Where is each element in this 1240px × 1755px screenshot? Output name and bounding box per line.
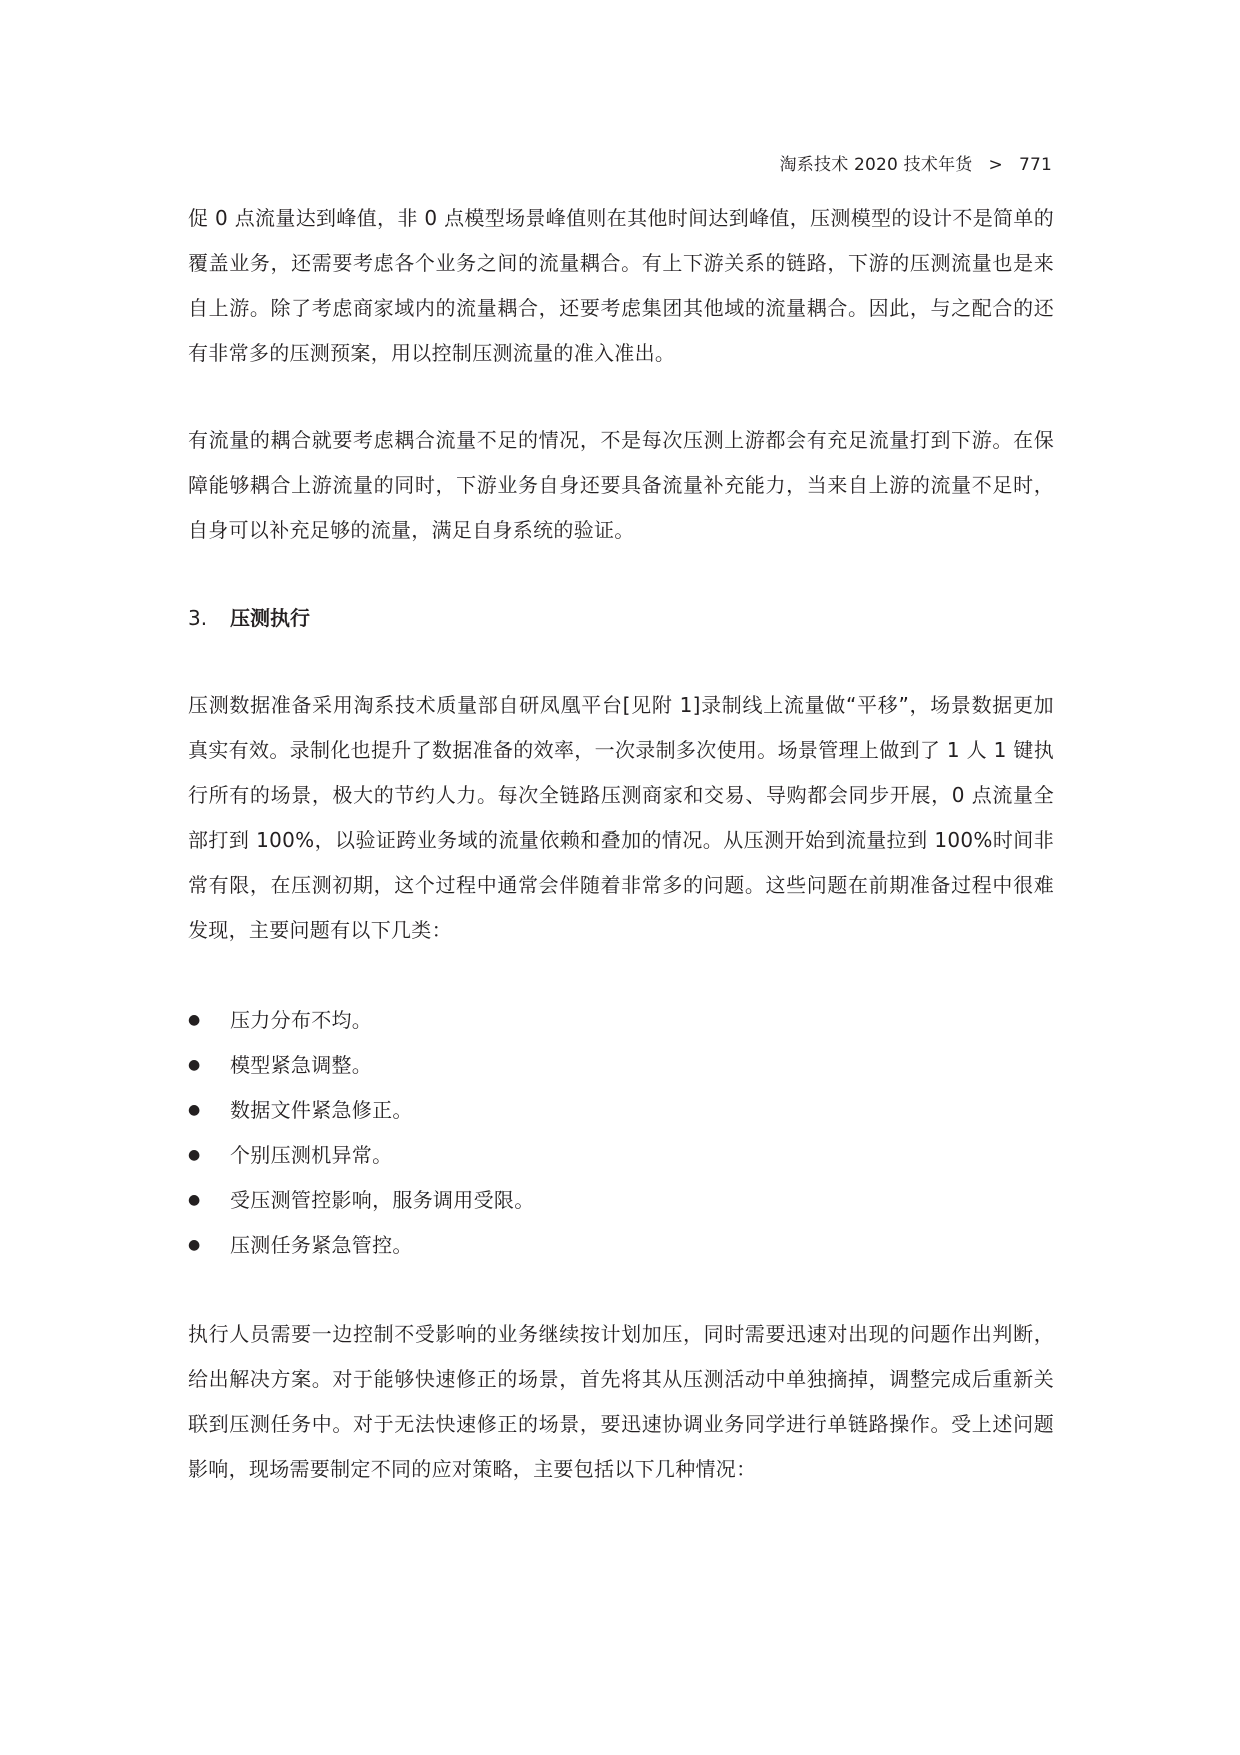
list-item	[188, 1088, 1054, 1133]
list-item	[188, 1043, 1054, 1088]
list-item	[188, 1178, 1054, 1223]
paragraph-response-strategy: 执行人员需要一边控制不受影响的业务继续按计划加压，同时需要迅速对出现的问题作出判断，给出解决方案。对于能够快速修正的场景，首先将其从压测活动中单独摘掉，调整完成后重新关联到压测任务中。对于无法快速修正的场景，要迅速协调业务同学进行单链路操作。受上述问题影响，现场需要制定不同的应对策略，主要包括以下几种情况：	[188, 1322, 1054, 1481]
list-item-text: 模型紧急调整。	[230, 1053, 373, 1077]
bullet-icon: ●	[188, 1147, 201, 1163]
paragraph-stress-test-execution: 压测数据准备采用淘系技术质量部自研凤凰平台[见附 1]录制线上流量做“平移”，场景数据更加真实有效。录制化也提升了数据准备的效率，一次录制多次使用。场景管理上做到了 1 人 1 键执行所有的场景，极大的节约人力。每次全链路压测商家和交易、导购都会同步开展，0 点流量全部打到 100%，以验证跨业务域的流量依赖和叠加的情况。从压测开始到流量拉到 100%时间非常有限，在压测初期，这个过程中通常会伴随着非常多的问题。这些问题在前期准备过程中很难发现，主要问题有以下几类：	[188, 693, 1054, 942]
list-item	[188, 1133, 1054, 1178]
bullet-icon: ●	[188, 1237, 201, 1253]
book-title: 淘系技术 2020 技术年货	[779, 155, 973, 175]
page-number: 771	[1018, 155, 1052, 175]
section-title: 压测执行	[230, 606, 310, 630]
running-header	[780, 150, 1052, 175]
section-heading	[188, 596, 1054, 641]
header-separator: >	[988, 155, 1003, 175]
list-item-text: 压力分布不均。	[230, 1008, 373, 1032]
section-number: 3.	[188, 606, 208, 630]
paragraph-traffic-shortage: 有流量的耦合就要考虑耦合流量不足的情况，不是每次压测上游都会有充足流量打到下游。在保障能够耦合上游流量的同时，下游业务自身还要具备流量补充能力，当来自上游的流量不足时，自身可以补充足够的流量，满足自身系统的验证。	[188, 428, 1054, 542]
list-item	[188, 1223, 1054, 1268]
list-item-text: 压测任务紧急管控。	[230, 1233, 413, 1257]
bullet-icon: ●	[188, 1102, 201, 1118]
list-item-text: 受压测管控影响，服务调用受限。	[230, 1188, 535, 1212]
paragraph-model-coupling: 促 0 点流量达到峰值，非 0 点模型场景峰值则在其他时间达到峰值，压测模型的设计不是简单的覆盖业务，还需要考虑各个业务之间的流量耦合。有上下游关系的链路，下游的压测流量也是来自上游。除了考虑商家域内的流量耦合，还要考虑集团其他域的流量耦合。因此，与之配合的还有非常多的压测预案，用以控制压测流量的准入准出。	[188, 206, 1054, 365]
problem-list	[188, 998, 1054, 1268]
list-item-text: 数据文件紧急修正。	[230, 1098, 413, 1122]
bullet-icon: ●	[188, 1012, 201, 1028]
bullet-icon: ●	[188, 1057, 201, 1073]
page-body	[188, 196, 1054, 1492]
bullet-icon: ●	[188, 1192, 201, 1208]
list-item-text: 个别压测机异常。	[230, 1143, 393, 1167]
list-item	[188, 998, 1054, 1043]
